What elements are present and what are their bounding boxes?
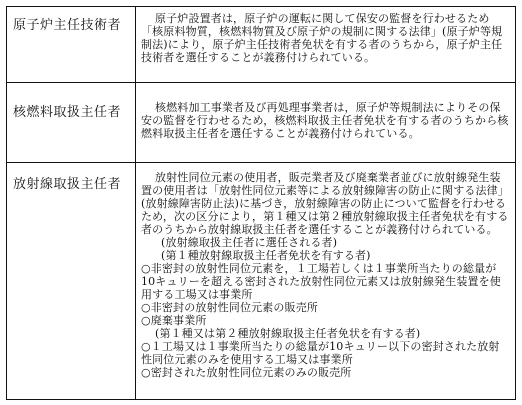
- category-heading: (第１種又は第２種放射線取扱主任者免状を有する者): [155, 327, 421, 340]
- list-item: ○１工場又は１事業所当たりの総量が10キュリー以下の密封された放射性同位元素のみを使用する工場又は事業所: [141, 340, 500, 366]
- row-description: [141, 171, 509, 379]
- description-text: 原子炉設置者は，原子炉の運転に関して保安の監督を行わせるため「核原料物質，核燃料物質及び原子炉の規制に関する法律」(原子炉等規制法)により，原子炉主任技術者免状を有する者のうちから，原子炉主任技術者を選任することが義務付けられている。: [141, 12, 503, 64]
- table-row: [7, 83, 515, 163]
- license-table: [6, 6, 516, 400]
- description-intro: 放射性同位元素の使用者，販売業者及び廃棄業者並びに放射線発生装置の使用者は「放射性同位元素等による放射線障害の防止に関する法律」(放射線障害防止法)に基づき，放射線障害の防止について監督を行わせるため，次の区分により，第１種又は第２種放射線取扱主任者免状を有する者のうちから放射線取扱主任者を選任することが義務付けられている。: [141, 171, 509, 236]
- row-description: [141, 12, 509, 64]
- table-row: [7, 163, 515, 401]
- list-item: ○非密封の放射性同位元素を，１工場若しくは１事業所当たりの総量が10キュリーを超える密封された放射性同位元素又は放射線発生装置を使用する工場又は事業所: [141, 262, 501, 301]
- category-heading: (放射線取扱主任者に選任される者): [161, 236, 338, 249]
- row-description: [141, 101, 509, 140]
- category-heading: (第１種放射線取扱主任者免状を有する者): [161, 249, 371, 262]
- row-label: 原子炉主任技術者: [13, 18, 122, 33]
- list-item: ○非密封の放射性同位元素の販売所: [141, 301, 318, 314]
- list-item: ○密封された放射性同位元素のみの販売所: [141, 366, 352, 379]
- description-text: 核燃料加工事業者及び再処理事業者は，原子炉等規制法によりその保安の監督を行わせるため，核燃料取扱主任者免状を有する者のうちから核燃料取扱主任者を選任することが義務付けられている。: [141, 101, 509, 140]
- table-row: [7, 7, 515, 83]
- list-item: ○廃棄事業所: [141, 314, 207, 327]
- row-label: 放射線取扱主任者: [13, 177, 122, 192]
- row-label: 核燃料取扱主任者: [13, 105, 122, 120]
